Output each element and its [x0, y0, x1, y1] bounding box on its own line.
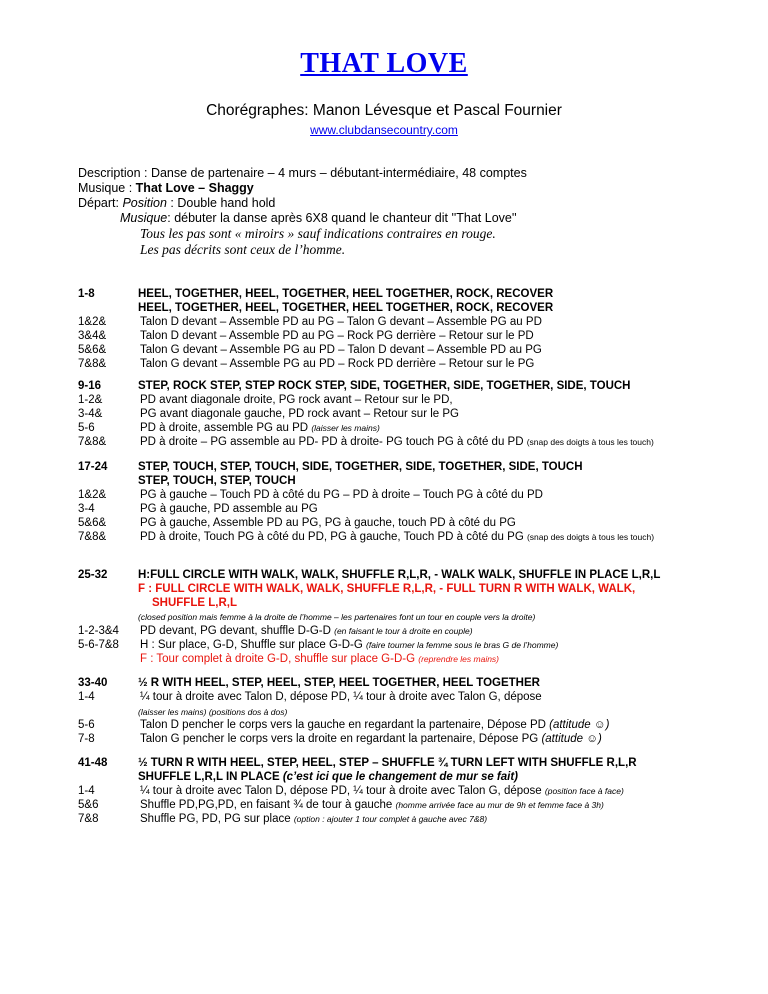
s4-line-1-text: PD devant, PG devant, shuffle D-G-D: [140, 625, 335, 637]
start-value: : Double hand hold: [166, 196, 276, 210]
s2-count-4: 7&8&: [78, 436, 107, 448]
s3-count-2: 3-4: [78, 503, 95, 515]
s4-line-1: [140, 624, 473, 638]
s5-line-3-text: Talon G pencher le corps vers la droite en regardant la partenaire, Dépose PG: [140, 733, 542, 745]
s6-count-2: 5&6: [78, 799, 99, 811]
s4-line-3-text: F : Tour complet à droite G-D, shuffle sur place G-D-G: [140, 653, 419, 665]
s6-line-1: [140, 784, 624, 798]
s3-count-4: 7&8&: [78, 531, 107, 543]
s4-count-1: 1-2-3&4: [78, 625, 119, 637]
s1-line-3: Talon G devant – Assemble PG au PD – Talon D devant – Assemble PD au PG: [140, 344, 542, 356]
s4-note-3: (reprendre les mains): [418, 654, 500, 664]
s3-count-3: 5&6&: [78, 517, 107, 529]
s1-count-2: 3&4&: [78, 330, 107, 342]
music-label: Musique :: [78, 181, 136, 195]
website-link[interactable]: www.clubdansecountry.com: [310, 123, 458, 137]
s2-count-3: 5-6: [78, 422, 95, 434]
s1-count: 1-8: [78, 288, 95, 300]
s6-note-1: (position face à face): [544, 786, 624, 796]
s4-note-0: (closed position mais femme à la droite de l’homme – les partenaires font un tour en couple vers la droite): [138, 612, 536, 622]
music2-word: Musique: [120, 211, 168, 225]
s1-count-1: 1&2&: [78, 316, 107, 328]
s5-attitude-2: (attitude ☺): [549, 719, 610, 731]
s4-heading-3: SHUFFLE L,R,L: [152, 597, 237, 609]
s6-count-1: 1-4: [78, 785, 95, 797]
info-music-start: [120, 211, 517, 226]
music2-value: : débuter la danse après 6X8 quand le chanteur dit ''That Love'': [167, 211, 517, 225]
s3-heading-1: STEP, TOUCH, STEP, TOUCH, SIDE, TOGETHER, SIDE, TOGETHER, SIDE, TOUCH: [138, 461, 583, 473]
s5-count: 33-40: [78, 677, 108, 689]
s3-count-1: 1&2&: [78, 489, 107, 501]
s4-count: 25-32: [78, 569, 108, 581]
s2-line-3-text: PD à droite, assemble PG au PD: [140, 422, 312, 434]
s6-heading-1: ½ TURN R WITH HEEL, STEP, HEEL, STEP – SHUFFLE ¾ TURN LEFT WITH SHUFFLE R,L,R: [138, 757, 637, 769]
s3-line-2: PG à gauche, PD assemble au PG: [140, 503, 318, 515]
s6-line-3-text: Shuffle PG, PD, PG sur place: [140, 813, 294, 825]
s6-heading-2-note: (c’est ici que le changement de mur se fait): [282, 771, 519, 783]
s2-line-3: [140, 421, 380, 435]
s3-count: 17-24: [78, 461, 108, 473]
s3-note-4: (snap des doigts à tous les touch): [526, 532, 655, 542]
s1-count-4: 7&8&: [78, 358, 107, 370]
s5-attitude-3: (attitude ☺): [541, 733, 602, 745]
s5-line-2-text: Talon D pencher le corps vers la gauche en regardant la partenaire, Dépose PD: [140, 719, 550, 731]
s2-line-4-text: PD à droite – PG assemble au PD- PD à droite- PG touch PG à côté du PD: [140, 436, 527, 448]
s6-heading-2-text: SHUFFLE L,R,L IN PLACE: [138, 771, 283, 783]
s5-count-3: 7-8: [78, 733, 95, 745]
s2-heading: STEP, ROCK STEP, STEP ROCK STEP, SIDE, TOGETHER, SIDE, TOGETHER, SIDE, TOUCH: [138, 380, 631, 392]
page-title: THAT LOVE: [300, 48, 468, 79]
s1-heading-2: HEEL, TOGETHER, HEEL, TOGETHER, HEEL TOGETHER, ROCK, RECOVER: [138, 302, 554, 314]
s1-line-1: Talon D devant – Assemble PD au PG – Talon G devant – Assemble PG au PD: [140, 316, 542, 328]
s5-line-2: [140, 718, 609, 732]
s3-line-4-text: PD à droite, Touch PG à côté du PD, PG à gauche, Touch PD à côté du PG: [140, 531, 527, 543]
s6-heading-2: [138, 770, 518, 784]
s1-heading-1: HEEL, TOGETHER, HEEL, TOGETHER, HEEL TOGETHER, ROCK, RECOVER: [138, 288, 554, 300]
s4-note-2: (faire tourner la femme sous le bras G de l’homme): [366, 640, 559, 650]
info-description: Description : Danse de partenaire – 4 murs – débutant-intermédiaire, 48 comptes: [78, 166, 527, 180]
music-value: That Love – Shaggy: [135, 181, 254, 195]
s3-line-3: PG à gauche, Assemble PD au PG, PG à gauche, touch PD à côté du PG: [140, 517, 516, 529]
s5-count-2: 5-6: [78, 719, 95, 731]
s5-note-0: (laisser les mains) (positions dos à dos): [138, 707, 288, 717]
s4-line-3: [140, 652, 499, 666]
s6-note-3: (option : ajouter 1 tour complet à gauche avec 7&8): [293, 814, 488, 824]
s2-line-4: [140, 435, 654, 449]
s1-line-4: Talon G devant – Assemble PG au PD – Rock PD derrière – Retour sur le PG: [140, 358, 535, 370]
s2-count-1: 1-2&: [78, 394, 103, 406]
mirror-note: Tous les pas sont « miroirs » sauf indications contraires en rouge.: [140, 226, 496, 241]
s6-line-2-text: Shuffle PD,PG,PD, en faisant ¾ de tour à gauche: [140, 799, 396, 811]
s4-line-2-text: H : Sur place, G-D, Shuffle sur place G-D-G: [140, 639, 367, 651]
s2-note-3: (laisser les mains): [311, 423, 380, 433]
s6-count: 41-48: [78, 757, 108, 769]
s4-count-2: 5-6-7&8: [78, 639, 119, 651]
s1-count-3: 5&6&: [78, 344, 107, 356]
s2-count: 9-16: [78, 380, 102, 392]
s6-line-2: [140, 798, 604, 812]
s4-line-2: [140, 638, 558, 652]
s6-note-2: (homme arrivée face au mur de 9h et femme face à 3h): [395, 800, 604, 810]
choreographers: Chorégraphes: Manon Lévesque et Pascal Fournier: [206, 102, 562, 119]
s4-note-1: (en faisant le tour à droite en couple): [334, 626, 473, 636]
s5-line-3: [140, 732, 602, 746]
man-note: Les pas décrits sont ceux de l’homme.: [140, 242, 346, 257]
s2-count-2: 3-4&: [78, 408, 103, 420]
s5-line-1: ¼ tour à droite avec Talon D, dépose PD, ¼ tour à droite avec Talon G, dépose: [140, 691, 542, 703]
s6-count-3: 7&8: [78, 813, 99, 825]
s2-line-2: PG avant diagonale gauche, PD rock avant – Retour sur le PG: [140, 408, 459, 420]
s2-note-4: (snap des doigts à tous les touch): [526, 437, 654, 447]
s2-line-1: PD avant diagonale droite, PG rock avant – Retour sur le PD,: [140, 394, 453, 406]
start-label: Départ:: [78, 196, 123, 210]
info-start: [78, 196, 275, 211]
s4-heading-1: H:FULL CIRCLE WITH WALK, WALK, SHUFFLE R,L,R, - WALK WALK, SHUFFLE IN PLACE L,R,L: [138, 569, 661, 581]
s6-line-3: [140, 812, 487, 826]
s6-line-1-text: ¼ tour à droite avec Talon D, dépose PD, ¼ tour à droite avec Talon G, dépose: [140, 785, 545, 797]
s3-heading-2: STEP, TOUCH, STEP, TOUCH: [138, 475, 296, 487]
s5-heading: ½ R WITH HEEL, STEP, HEEL, STEP, HEEL TOGETHER, HEEL TOGETHER: [138, 677, 540, 689]
s4-heading-2: F : FULL CIRCLE WITH WALK, WALK, SHUFFLE R,L,R, - FULL TURN R WITH WALK, WALK,: [138, 583, 636, 595]
s1-line-2: Talon D devant – Assemble PD au PG – Rock PG derrière – Retour sur le PD: [140, 330, 534, 342]
s3-line-1: PG à gauche – Touch PD à côté du PG – PD à droite – Touch PG à côté du PD: [140, 489, 543, 501]
s3-line-4: [140, 530, 654, 544]
s5-count-1: 1-4: [78, 691, 95, 703]
start-position-word: Position: [122, 196, 167, 210]
info-music: [78, 181, 254, 196]
